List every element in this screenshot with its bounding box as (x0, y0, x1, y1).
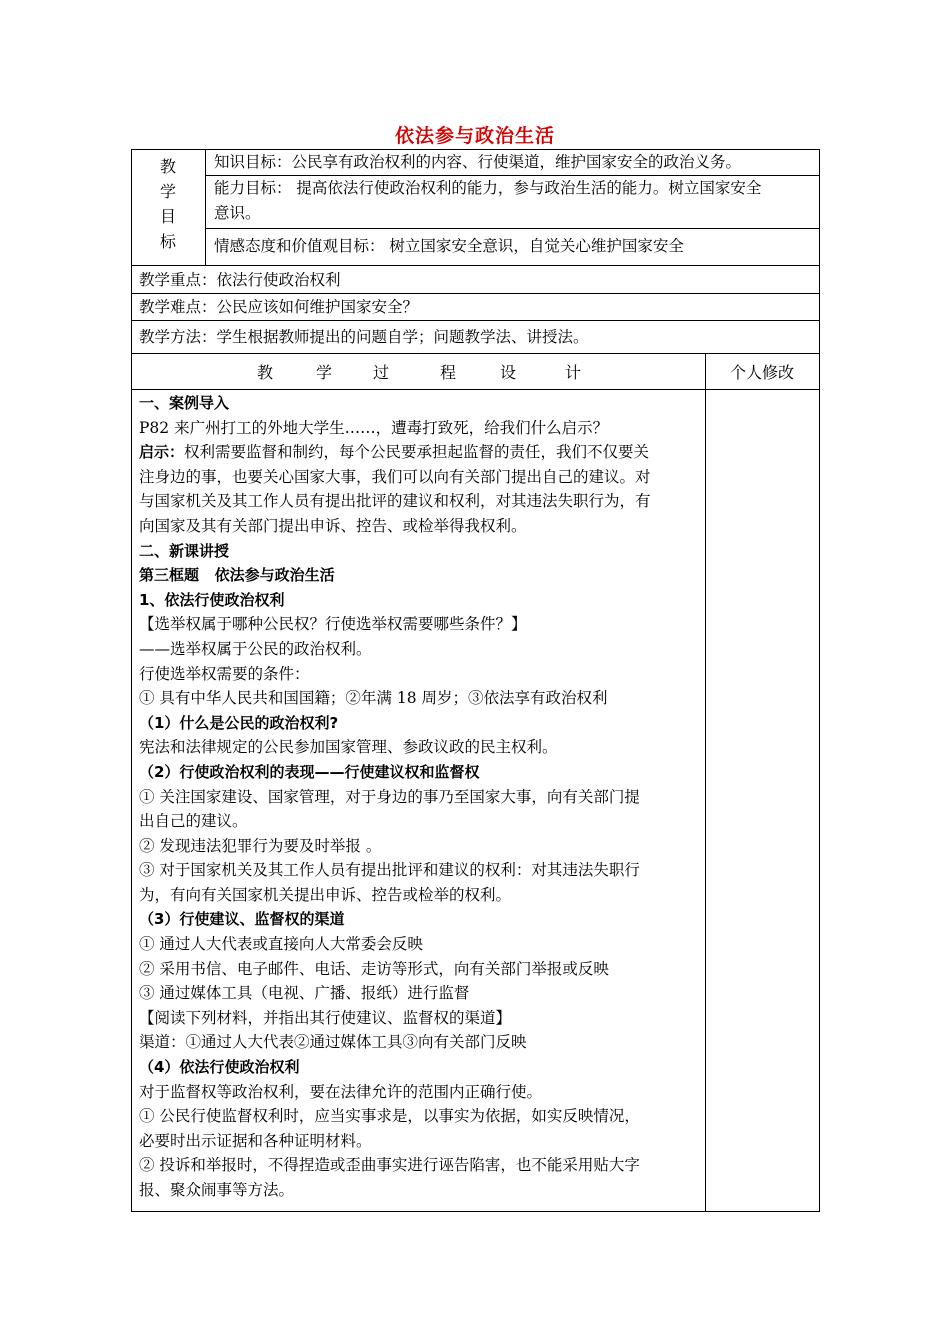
section-heading: （1）什么是公民的政治权利? (139, 713, 339, 732)
text-line: ③ 通过媒体工具（电视、广播、报纸）进行监督 (139, 984, 470, 1003)
text-line: 【选举权属于哪种公民权？行使选举权需要哪些条件？】 (139, 615, 527, 634)
text-line: ② 投诉和举报时，不得捏造或歪曲事实进行诬告陷害，也不能采用贴大字 (139, 1156, 640, 1175)
text-line: 为，有向有关国家机关提出申诉、控告或检举的权利。 (139, 885, 512, 904)
objectives-row-line (205, 228, 819, 229)
process-header-char: 学 (316, 363, 333, 382)
text-line: 【阅读下列材料，并指出其行使建议、监督权的渠道】 (139, 1008, 512, 1027)
row-line (131, 389, 819, 390)
text-line (139, 440, 699, 465)
section-heading: （4）依法行使政治权利 (139, 1058, 300, 1077)
objectives-label (132, 154, 204, 254)
knowledge-objective: 知识目标：公民享有政治权利的内容、行使渠道，维护国家安全的政治义务。 (214, 153, 742, 171)
section-heading: 第三框题 依法参与政治生活 (139, 566, 335, 585)
document-title: 依法参与政治生活 (394, 125, 555, 147)
text-line: P82 来广州打工的外地大学生……，遭毒打致死，给我们什么启示？ (139, 418, 609, 437)
text-line: ——选举权属于公民的政治权利。 (139, 639, 372, 658)
text-line: ① 关注国家建设、国家管理，对于身边的事乃至国家大事，向有关部门提 (139, 787, 640, 806)
section-heading: 1、依法行使政治权利 (139, 590, 285, 609)
row-line (131, 353, 819, 354)
text-line: ③ 对于国家机关及其工作人员有提出批评和建议的权利：对其违法失职行 (139, 861, 640, 880)
objectives-label-char: 目 (159, 207, 176, 226)
row-line (131, 293, 819, 294)
ability-objective (214, 176, 761, 226)
teaching-method: 教学方法：学生根据教师提出的问题自学；问题教学法、讲授法。 (139, 328, 589, 346)
section-heading: （3）行使建议、监督权的渠道 (139, 910, 345, 929)
text-line: 向国家及其有关部门提出申诉、控告、或检举得我权利。 (139, 516, 527, 535)
text-line: 对于监督权等政治权利，要在法律允许的范围内正确行使。 (139, 1082, 543, 1101)
section-heading: 一、案例导入 (139, 394, 230, 412)
text-line: ① 公民行使监督权利时，应当实事求是，以事实为依据，如实反映情况， (139, 1107, 640, 1126)
row-line (131, 320, 819, 321)
section-heading: 二、新课讲授 (139, 541, 230, 560)
objectives-label-char: 教 (159, 157, 176, 176)
key-point: 教学重点：依法行使政治权利 (139, 271, 341, 289)
process-header-char: 程 (440, 363, 457, 382)
text-line: ① 通过人大代表或直接向人大常委会反映 (139, 935, 423, 954)
process-header-char: 设 (500, 363, 517, 382)
text-line: 行使选举权需要的条件： (139, 664, 310, 683)
text-line: ② 发现违法犯罪行为要及时举报 。 (139, 836, 382, 855)
ability-objective-line: 意识。 (214, 204, 261, 222)
objectives-divider (205, 149, 206, 265)
text-line: ② 采用书信、电子邮件、电话、走访等形式，向有关部门举报或反映 (139, 959, 609, 978)
objectives-label-char: 标 (159, 232, 176, 251)
revision-divider (705, 353, 706, 1211)
text-line: 出自己的建议。 (139, 812, 248, 831)
revision-header: 个人修改 (729, 363, 794, 382)
objectives-label-char: 学 (159, 182, 176, 201)
process-header-char: 教 (257, 363, 274, 382)
text-line: 必要时出示证据和各种证明材料。 (139, 1131, 372, 1150)
row-line (131, 265, 819, 266)
text-line: 报、聚众闹事等方法。 (139, 1181, 295, 1199)
process-content (139, 391, 699, 1203)
ability-objective-line: 能力目标： 提高依法行使政治权利的能力，参与政治生活的能力。树立国家安全 (214, 179, 762, 197)
section-heading: （2）行使政治权利的表现——行使建议权和监督权 (139, 762, 480, 781)
text-line: 渠道：①通过人大代表②通过媒体工具③向有关部门反映 (139, 1033, 527, 1052)
text-line: 注身边的事，也要关心国家大事，我们可以向有关部门提出自己的建议。对 (139, 467, 651, 486)
text-span: 权利需要监督和制约，每个公民要承担起监督的责任，我们不仅要关 (184, 443, 650, 462)
process-header-char: 计 (565, 363, 582, 382)
emotion-objective: 情感态度和价值观目标： 树立国家安全意识，自觉关心维护国家安全 (214, 237, 684, 255)
difficulty: 教学难点：公民应该如何维护国家安全？ (139, 298, 419, 316)
text-line: 宪法和法律规定的公民参加国家管理、参政议政的民主权利。 (139, 738, 558, 757)
text-line: ① 具有中华人民共和国国籍；②年满 18 周岁；③依法享有政治权利 (139, 689, 608, 708)
process-header-char: 过 (373, 363, 390, 382)
text-line: 与国家机关及其工作人员有提出批评的建议和权利，对其违法失职行为，有 (139, 492, 651, 511)
inline-label: 启示： (139, 443, 185, 462)
